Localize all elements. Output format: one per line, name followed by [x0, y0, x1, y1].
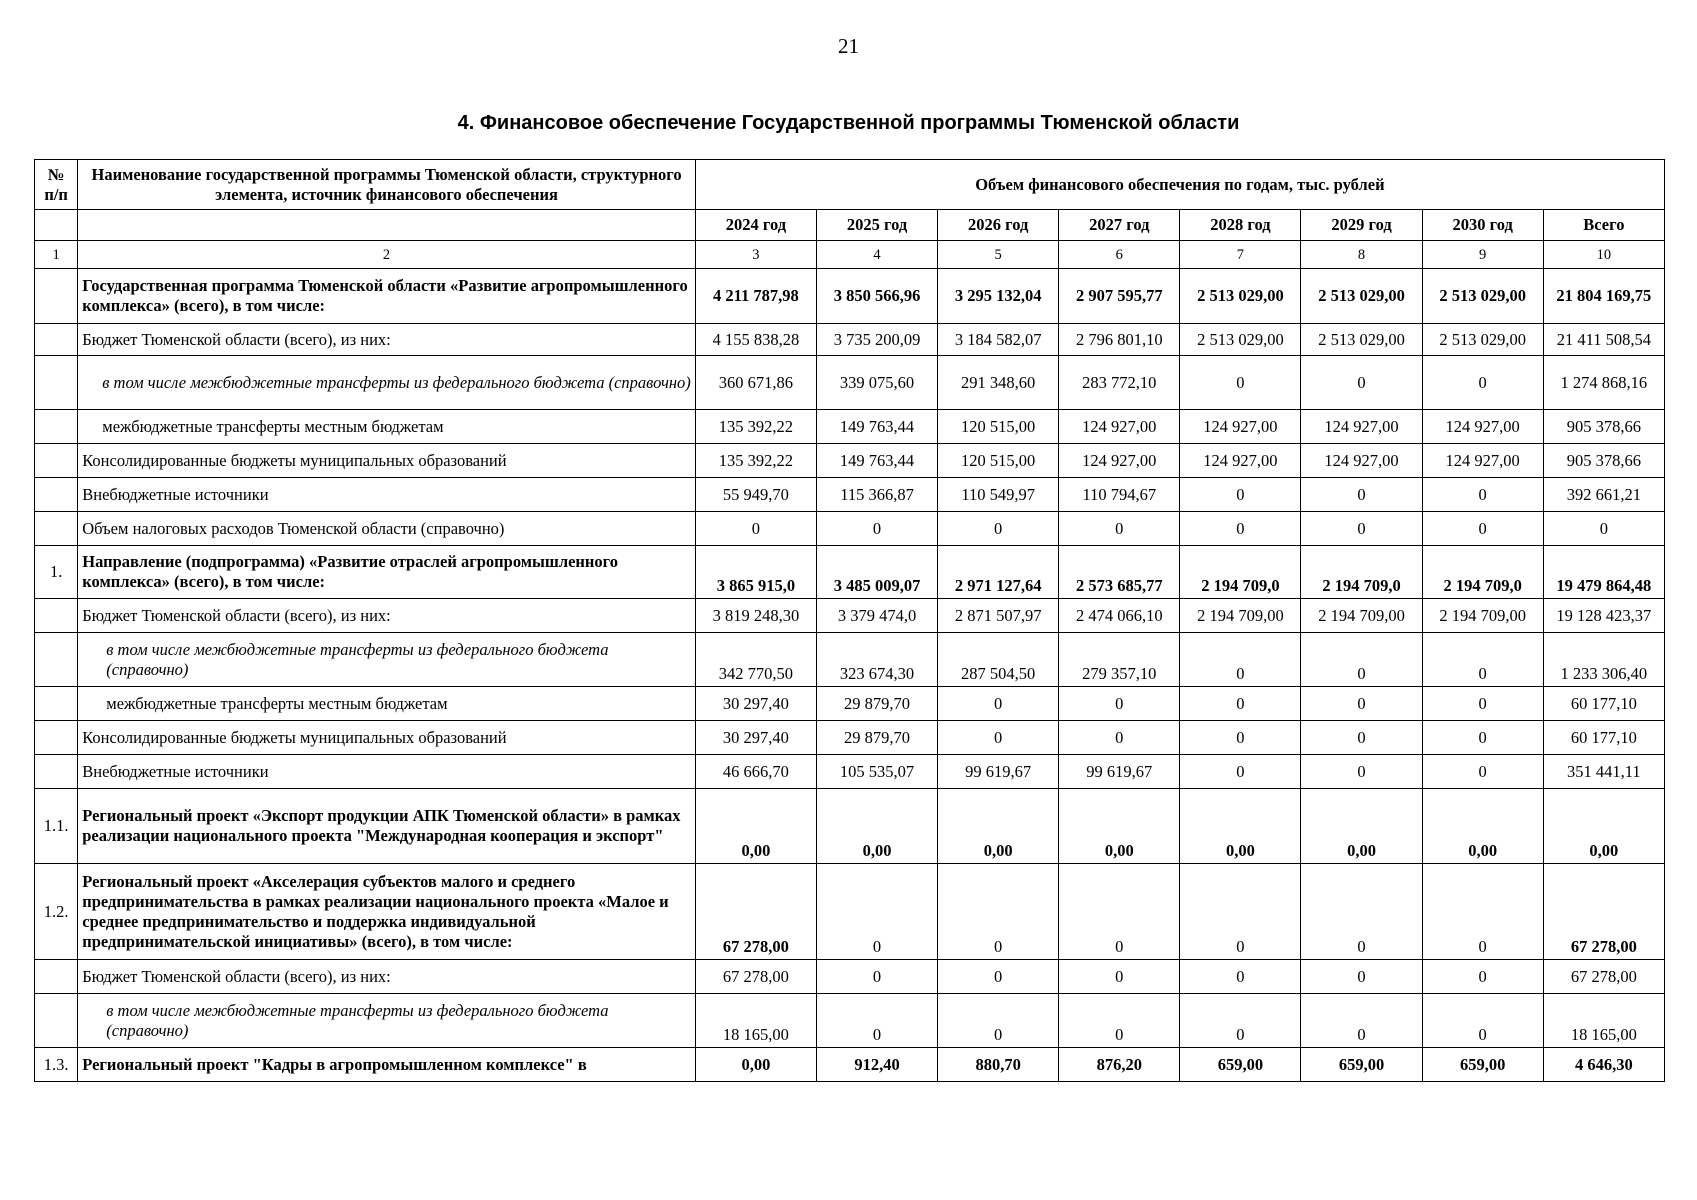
total-value-cell: 0: [1543, 512, 1664, 546]
year-value-cell: 0: [1301, 356, 1422, 410]
year-value-cell: 3 865 915,0: [695, 546, 816, 599]
total-value-cell: 67 278,00: [1543, 864, 1664, 960]
col-number: 8: [1301, 241, 1422, 269]
year-value-cell: 2 194 709,0: [1422, 546, 1543, 599]
year-value-cell: 4 155 838,28: [695, 324, 816, 356]
total-value-cell: 21 804 169,75: [1543, 269, 1664, 324]
row-number: [35, 269, 78, 324]
row-number: [35, 633, 78, 687]
row-number: [35, 512, 78, 546]
year-value-cell: 0: [1422, 478, 1543, 512]
year-value-cell: 0: [938, 687, 1059, 721]
year-value-cell: 287 504,50: [938, 633, 1059, 687]
year-value-cell: 3 850 566,96: [816, 269, 937, 324]
year-value-cell: 0: [1422, 687, 1543, 721]
empty-header-cell: [35, 210, 78, 241]
table-row: [35, 478, 1665, 512]
row-number: 1.3.: [35, 1048, 78, 1082]
total-value-cell: 19 479 864,48: [1543, 546, 1664, 599]
year-value-cell: 659,00: [1301, 1048, 1422, 1082]
table-row: [35, 269, 1665, 324]
year-value-cell: 3 379 474,0: [816, 599, 937, 633]
year-value-cell: 0,00: [1422, 789, 1543, 864]
row-number: [35, 755, 78, 789]
empty-header-cell: [78, 210, 696, 241]
col-number: 9: [1422, 241, 1543, 269]
year-value-cell: 0: [1422, 512, 1543, 546]
col-number: 2: [78, 241, 696, 269]
year-value-cell: 0: [1422, 864, 1543, 960]
year-value-cell: 2 194 709,00: [1180, 599, 1301, 633]
year-value-cell: 0: [1422, 633, 1543, 687]
year-value-cell: 291 348,60: [938, 356, 1059, 410]
row-number: 1.: [35, 546, 78, 599]
table-row: [35, 324, 1665, 356]
year-value-cell: 0: [1180, 864, 1301, 960]
year-value-cell: 283 772,10: [1059, 356, 1180, 410]
col-number: 7: [1180, 241, 1301, 269]
col-number: 4: [816, 241, 937, 269]
table-row: [35, 444, 1665, 478]
year-value-cell: 0,00: [1180, 789, 1301, 864]
col-number: 1: [35, 241, 78, 269]
total-value-cell: 392 661,21: [1543, 478, 1664, 512]
year-header: 2026 год: [938, 210, 1059, 241]
year-value-cell: 0: [1180, 721, 1301, 755]
year-value-cell: 0: [1059, 687, 1180, 721]
year-value-cell: 0: [938, 721, 1059, 755]
total-value-cell: 19 128 423,37: [1543, 599, 1664, 633]
year-value-cell: 0: [816, 512, 937, 546]
year-value-cell: 29 879,70: [816, 687, 937, 721]
row-name: Региональный проект «Экспорт продукции АПК Тюменской области» в рамках реализации национального проекта "Международная кооперация и экспорт": [78, 789, 696, 864]
table-row: [35, 789, 1665, 864]
year-value-cell: 0: [1422, 994, 1543, 1048]
year-value-cell: 135 392,22: [695, 444, 816, 478]
year-value-cell: 2 194 709,0: [1180, 546, 1301, 599]
year-value-cell: 3 485 009,07: [816, 546, 937, 599]
year-value-cell: 110 549,97: [938, 478, 1059, 512]
table-row: [35, 687, 1665, 721]
year-value-cell: 2 513 029,00: [1301, 269, 1422, 324]
row-name: Направление (подпрограмма) «Развитие отраслей агропромышленного комплекса» (всего), в том числе:: [78, 546, 696, 599]
year-value-cell: 30 297,40: [695, 721, 816, 755]
row-number: [35, 994, 78, 1048]
year-value-cell: 2 474 066,10: [1059, 599, 1180, 633]
year-value-cell: 2 573 685,77: [1059, 546, 1180, 599]
year-value-cell: 124 927,00: [1180, 444, 1301, 478]
year-value-cell: 912,40: [816, 1048, 937, 1082]
year-value-cell: 0: [1180, 633, 1301, 687]
total-value-cell: 0,00: [1543, 789, 1664, 864]
year-value-cell: 46 666,70: [695, 755, 816, 789]
year-value-cell: 0: [1301, 512, 1422, 546]
table-row: [35, 864, 1665, 960]
total-value-cell: 1 274 868,16: [1543, 356, 1664, 410]
year-value-cell: 0,00: [938, 789, 1059, 864]
col-number: 5: [938, 241, 1059, 269]
year-value-cell: 659,00: [1422, 1048, 1543, 1082]
row-number: [35, 599, 78, 633]
year-value-cell: 4 211 787,98: [695, 269, 816, 324]
year-value-cell: 18 165,00: [695, 994, 816, 1048]
year-value-cell: 0: [1059, 721, 1180, 755]
year-value-cell: 0,00: [1301, 789, 1422, 864]
year-value-cell: 0: [1301, 994, 1422, 1048]
year-value-cell: 0: [1059, 864, 1180, 960]
total-value-cell: 67 278,00: [1543, 960, 1664, 994]
table-row: [35, 721, 1665, 755]
year-value-cell: 2 194 709,00: [1422, 599, 1543, 633]
table-row: [35, 633, 1665, 687]
year-value-cell: 55 949,70: [695, 478, 816, 512]
year-value-cell: 0: [1301, 864, 1422, 960]
row-name: межбюджетные трансферты местным бюджетам: [78, 687, 696, 721]
year-value-cell: 124 927,00: [1422, 410, 1543, 444]
year-header: 2024 год: [695, 210, 816, 241]
year-value-cell: 0: [816, 864, 937, 960]
year-header: 2025 год: [816, 210, 937, 241]
total-value-cell: 18 165,00: [1543, 994, 1664, 1048]
year-header: 2029 год: [1301, 210, 1422, 241]
year-value-cell: 124 927,00: [1301, 410, 1422, 444]
year-value-cell: 2 971 127,64: [938, 546, 1059, 599]
year-value-cell: 0: [1422, 356, 1543, 410]
year-value-cell: 659,00: [1180, 1048, 1301, 1082]
year-value-cell: 2 513 029,00: [1301, 324, 1422, 356]
row-number: [35, 324, 78, 356]
row-number: 1.1.: [35, 789, 78, 864]
year-value-cell: 0: [1059, 960, 1180, 994]
year-value-cell: 2 513 029,00: [1180, 269, 1301, 324]
table-row: [35, 755, 1665, 789]
row-name: в том числе межбюджетные трансферты из федерального бюджета (справочно): [78, 633, 696, 687]
row-name: Консолидированные бюджеты муниципальных образований: [78, 721, 696, 755]
year-value-cell: 135 392,22: [695, 410, 816, 444]
year-value-cell: 0: [816, 960, 937, 994]
row-name: Региональный проект "Кадры в агропромышленном комплексе" в: [78, 1048, 696, 1082]
col-volume-header: Объем финансового обеспечения по годам, тыс. рублей: [695, 160, 1664, 210]
page-number: 21: [838, 34, 859, 58]
col-name-header: Наименование государственной программы Тюменской области, структурного элемента, источник финансового обеспечения: [78, 160, 696, 210]
table-body: [35, 269, 1665, 1082]
row-name: Государственная программа Тюменской области «Развитие агропромышленного комплекса» (всего), в том числе:: [78, 269, 696, 324]
year-value-cell: 3 819 248,30: [695, 599, 816, 633]
row-number: [35, 444, 78, 478]
year-value-cell: 110 794,67: [1059, 478, 1180, 512]
year-value-cell: 0: [938, 864, 1059, 960]
year-value-cell: 105 535,07: [816, 755, 937, 789]
year-value-cell: 120 515,00: [938, 410, 1059, 444]
year-value-cell: 0: [938, 994, 1059, 1048]
year-value-cell: 29 879,70: [816, 721, 937, 755]
year-value-cell: 2 871 507,97: [938, 599, 1059, 633]
year-value-cell: 0: [1301, 755, 1422, 789]
year-value-cell: 0: [938, 512, 1059, 546]
year-value-cell: 0: [1180, 960, 1301, 994]
year-value-cell: 0,00: [695, 1048, 816, 1082]
year-value-cell: 0: [1180, 512, 1301, 546]
total-value-cell: 1 233 306,40: [1543, 633, 1664, 687]
year-value-cell: 0: [1059, 994, 1180, 1048]
year-header: 2028 год: [1180, 210, 1301, 241]
year-value-cell: 30 297,40: [695, 687, 816, 721]
year-value-cell: 0: [1422, 960, 1543, 994]
row-name: Объем налоговых расходов Тюменской области (справочно): [78, 512, 696, 546]
year-value-cell: 0: [816, 994, 937, 1048]
year-value-cell: 99 619,67: [1059, 755, 1180, 789]
year-value-cell: 279 357,10: [1059, 633, 1180, 687]
year-value-cell: 2 513 029,00: [1422, 324, 1543, 356]
row-name: Внебюджетные источники: [78, 755, 696, 789]
year-value-cell: 880,70: [938, 1048, 1059, 1082]
year-value-cell: 124 927,00: [1422, 444, 1543, 478]
row-name: в том числе межбюджетные трансферты из федерального бюджета (справочно): [78, 356, 696, 410]
year-value-cell: 0: [1301, 687, 1422, 721]
table-row: [35, 960, 1665, 994]
year-value-cell: 2 796 801,10: [1059, 324, 1180, 356]
row-name: Консолидированные бюджеты муниципальных образований: [78, 444, 696, 478]
year-value-cell: 2 194 709,0: [1301, 546, 1422, 599]
year-header: 2030 год: [1422, 210, 1543, 241]
row-number: [35, 478, 78, 512]
row-number: [35, 721, 78, 755]
total-header: Всего: [1543, 210, 1664, 241]
year-value-cell: 124 927,00: [1059, 444, 1180, 478]
year-value-cell: 0: [1180, 687, 1301, 721]
table-row: [35, 356, 1665, 410]
row-number: [35, 410, 78, 444]
year-value-cell: 0: [1180, 356, 1301, 410]
year-value-cell: 3 295 132,04: [938, 269, 1059, 324]
year-value-cell: 2 513 029,00: [1180, 324, 1301, 356]
year-value-cell: 3 735 200,09: [816, 324, 937, 356]
row-name: Бюджет Тюменской области (всего), из них:: [78, 599, 696, 633]
year-value-cell: 0: [1301, 960, 1422, 994]
row-name: в том числе межбюджетные трансферты из федерального бюджета (справочно): [78, 994, 696, 1048]
table-row: [35, 546, 1665, 599]
table-row: [35, 512, 1665, 546]
row-number: 1.2.: [35, 864, 78, 960]
year-value-cell: 0: [938, 960, 1059, 994]
year-value-cell: 0: [1180, 478, 1301, 512]
row-number: [35, 960, 78, 994]
year-header: 2027 год: [1059, 210, 1180, 241]
col-number: 3: [695, 241, 816, 269]
year-value-cell: 124 927,00: [1301, 444, 1422, 478]
year-value-cell: 124 927,00: [1059, 410, 1180, 444]
row-name: Внебюджетные источники: [78, 478, 696, 512]
year-value-cell: 0: [1059, 512, 1180, 546]
row-number: [35, 687, 78, 721]
year-value-cell: 124 927,00: [1180, 410, 1301, 444]
row-name: Региональный проект «Акселерация субъектов малого и среднего предпринимательства в рамках реализации национального проекта «Малое и среднее предпринимательство и поддержка индивидуальной предпринимательской инициативы» (всего), в том числе:: [78, 864, 696, 960]
col-number: 10: [1543, 241, 1664, 269]
year-value-cell: 149 763,44: [816, 444, 937, 478]
year-value-cell: 342 770,50: [695, 633, 816, 687]
year-value-cell: 0: [1180, 755, 1301, 789]
year-value-cell: 360 671,86: [695, 356, 816, 410]
year-value-cell: 0: [1180, 994, 1301, 1048]
year-value-cell: 0: [1422, 721, 1543, 755]
year-value-cell: 339 075,60: [816, 356, 937, 410]
table-row: [35, 599, 1665, 633]
year-value-cell: 67 278,00: [695, 960, 816, 994]
total-value-cell: 351 441,11: [1543, 755, 1664, 789]
year-value-cell: 0: [1301, 478, 1422, 512]
year-value-cell: 0: [695, 512, 816, 546]
year-value-cell: 115 366,87: [816, 478, 937, 512]
year-value-cell: 0,00: [1059, 789, 1180, 864]
table-row: [35, 410, 1665, 444]
year-value-cell: 2 513 029,00: [1422, 269, 1543, 324]
year-value-cell: 0: [1301, 633, 1422, 687]
total-value-cell: 21 411 508,54: [1543, 324, 1664, 356]
year-value-cell: 149 763,44: [816, 410, 937, 444]
row-name: Бюджет Тюменской области (всего), из них:: [78, 324, 696, 356]
year-value-cell: 120 515,00: [938, 444, 1059, 478]
year-value-cell: 67 278,00: [695, 864, 816, 960]
year-value-cell: 0: [1422, 755, 1543, 789]
row-number: [35, 356, 78, 410]
row-name: межбюджетные трансферты местным бюджетам: [78, 410, 696, 444]
year-value-cell: 3 184 582,07: [938, 324, 1059, 356]
col-number: 6: [1059, 241, 1180, 269]
total-value-cell: 905 378,66: [1543, 410, 1664, 444]
year-value-cell: 2 907 595,77: [1059, 269, 1180, 324]
year-value-cell: 0: [1301, 721, 1422, 755]
total-value-cell: 60 177,10: [1543, 721, 1664, 755]
year-value-cell: 323 674,30: [816, 633, 937, 687]
total-value-cell: 4 646,30: [1543, 1048, 1664, 1082]
total-value-cell: 905 378,66: [1543, 444, 1664, 478]
table-row: [35, 1048, 1665, 1082]
year-value-cell: 0,00: [695, 789, 816, 864]
year-value-cell: 99 619,67: [938, 755, 1059, 789]
year-value-cell: 2 194 709,00: [1301, 599, 1422, 633]
year-value-cell: 0,00: [816, 789, 937, 864]
year-value-cell: 876,20: [1059, 1048, 1180, 1082]
financing-table: [34, 159, 1665, 1082]
total-value-cell: 60 177,10: [1543, 687, 1664, 721]
row-name: Бюджет Тюменской области (всего), из них:: [78, 960, 696, 994]
table-row: [35, 994, 1665, 1048]
col-no-header: № п/п: [35, 160, 78, 210]
section-title: 4. Финансовое обеспечение Государственной программы Тюменской области: [457, 112, 1240, 134]
